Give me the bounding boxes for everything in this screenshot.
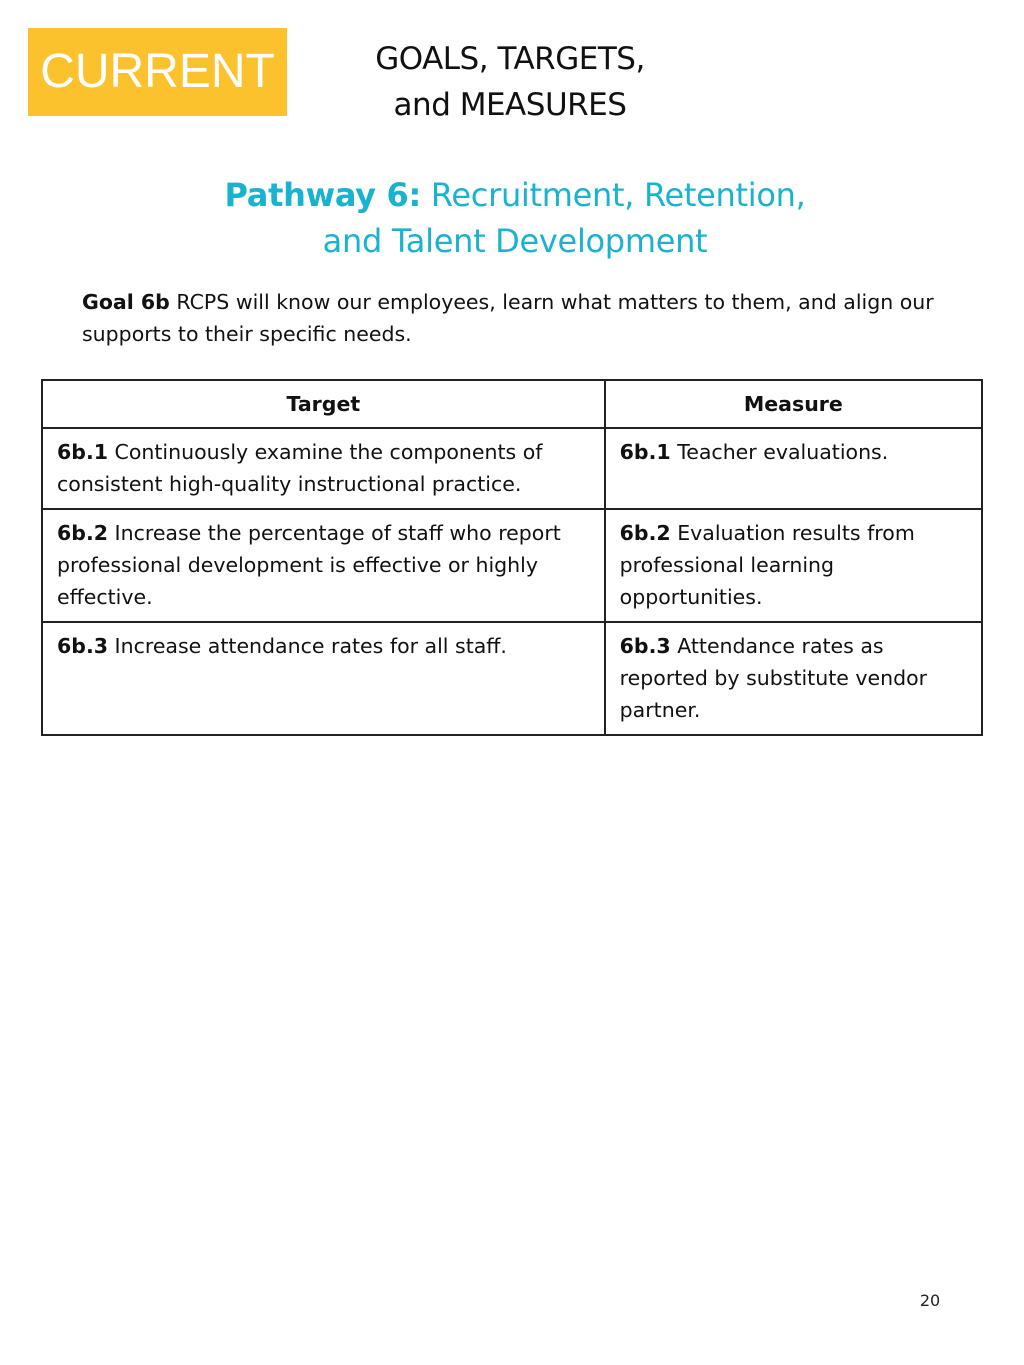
table-row	[42, 428, 982, 509]
target-cell	[42, 509, 605, 622]
target-text: Increase attendance rates for all staff.	[114, 634, 507, 658]
goal-statement	[82, 286, 942, 350]
measure-cell	[605, 622, 982, 735]
pathway-heading-line-1	[120, 172, 910, 218]
page-number: 20	[919, 1291, 941, 1310]
measure-code: 6b.2	[619, 521, 671, 545]
goal-label: Goal 6b	[82, 290, 170, 314]
page-title-line-1: GOALS, TARGETS,	[375, 41, 645, 77]
target-text: Continuously examine the components of consistent high-quality instructional practice.	[57, 440, 543, 496]
target-code: 6b.3	[57, 634, 108, 658]
target-code: 6b.2	[57, 521, 108, 545]
target-cell	[42, 622, 605, 735]
measure-column-header: Measure	[605, 380, 982, 428]
measure-code: 6b.3	[619, 634, 671, 658]
table-header-row	[42, 380, 982, 428]
target-cell	[42, 428, 605, 509]
target-column-header: Target	[42, 380, 605, 428]
page-title	[300, 36, 720, 128]
pathway-heading	[120, 172, 910, 264]
pathway-title-line-2: and Talent Development	[322, 222, 708, 260]
table-row	[42, 509, 982, 622]
measure-text: Evaluation results from professional learning opportunities.	[619, 521, 915, 609]
pathway-label: Pathway 6:	[224, 176, 422, 214]
target-code: 6b.1	[57, 440, 108, 464]
target-text: Increase the percentage of staff who report professional development is effective or highly effective.	[57, 521, 561, 609]
goal-text: RCPS will know our employees, learn what matters to them, and align our supports to their specific needs.	[82, 290, 934, 346]
measure-code: 6b.1	[619, 440, 671, 464]
pathway-title-line-1: Recruitment, Retention,	[430, 176, 806, 214]
measure-cell	[605, 428, 982, 509]
page-title-line-2: and MEASURES	[393, 87, 627, 123]
measure-text: Attendance rates as reported by substitute vendor partner.	[619, 634, 928, 722]
measure-cell	[605, 509, 982, 622]
table-row	[42, 622, 982, 735]
measure-text: Teacher evaluations.	[677, 440, 889, 464]
targets-measures-table	[41, 379, 983, 736]
current-badge: CURRENT	[28, 28, 287, 116]
